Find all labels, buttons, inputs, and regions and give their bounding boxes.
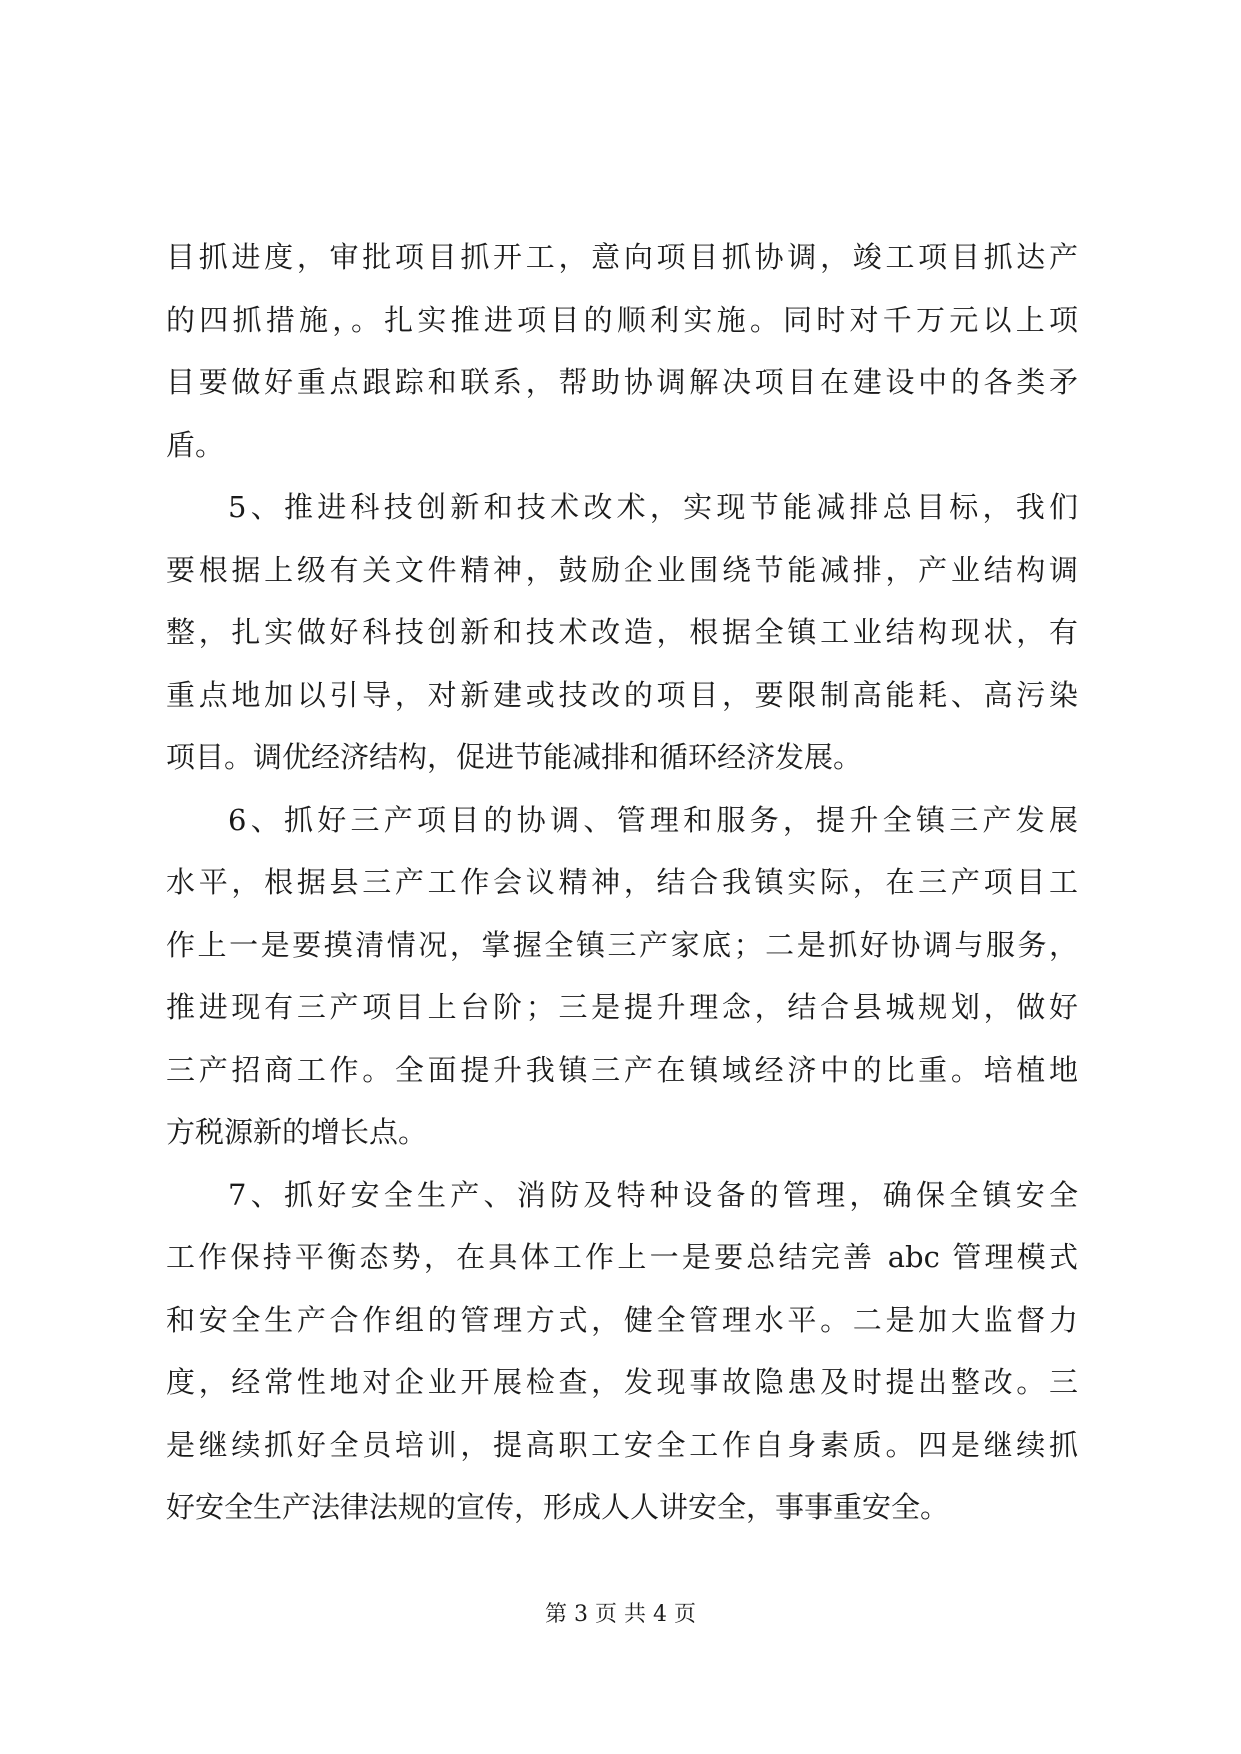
paragraph-line: 6、抓好三产项目的协调、管理和服务，提升全镇三产发展 [228,802,1078,837]
paragraph-line: 水平，根据县三产工作会议精神，结合我镇实际，在三产项目工 [166,865,1078,899]
paragraph-line: 推进现有三产项目上台阶；三是提升理念，结合县城规划，做好 [166,990,1078,1024]
paragraph-line: 目要做好重点跟踪和联系，帮助协调解决项目在建设中的各类矛 [166,365,1078,399]
paragraph-line: 整，扎实做好科技创新和技术改造，根据全镇工业结构现状，有 [166,615,1078,649]
paragraph-line: 7、抓好安全生产、消防及特种设备的管理，确保全镇安全 [228,1177,1078,1212]
paragraph-line: 要根据上级有关文件精神，鼓励企业围绕节能减排，产业结构调 [166,552,1078,587]
paragraph-line: 盾。 [166,427,225,462]
paragraph-line: 和安全生产合作组的管理方式，健全管理水平。二是加大监督力 [166,1302,1078,1337]
document-body [166,226,1078,1539]
paragraph-line: 作上一是要摸清情况，掌握全镇三产家底；二是抓好协调与服务， [166,927,1078,962]
paragraph-line: 方税源新的增长点。 [166,1115,428,1149]
paragraph-line: 目抓进度，审批项目抓开工，意向项目抓协调，竣工项目抓达产 [166,240,1078,274]
paragraph-line: 5、推进科技创新和技术改术，实现节能减排总目标，我们 [228,490,1078,524]
paragraph-line: 项目。调优经济结构，促进节能减排和循环经济发展。 [166,740,863,774]
page-number-footer: 第 3 页 共 4 页 [545,1602,696,1627]
paragraph-line: 好安全生产法律法规的宣传，形成人人讲安全，事事重安全。 [166,1490,950,1524]
paragraph-line: 度，经常性地对企业开展检查，发现事故隐患及时提出整改。三 [166,1365,1078,1399]
paragraph-line: 重点地加以引导，对新建或技改的项目，要限制高能耗、高污染 [166,677,1078,712]
paragraph-line: 的四抓措施，。扎实推进项目的顺利实施。同时对千万元以上项 [166,302,1078,337]
paragraph-line: 三产招商工作。全面提升我镇三产在镇域经济中的比重。培植地 [166,1052,1078,1087]
paragraph-line: 工作保持平衡态势，在具体工作上一是要总结完善 abc 管理模式 [166,1240,1078,1274]
paragraph-line: 是继续抓好全员培训，提高职工安全工作自身素质。四是继续抓 [166,1427,1078,1462]
